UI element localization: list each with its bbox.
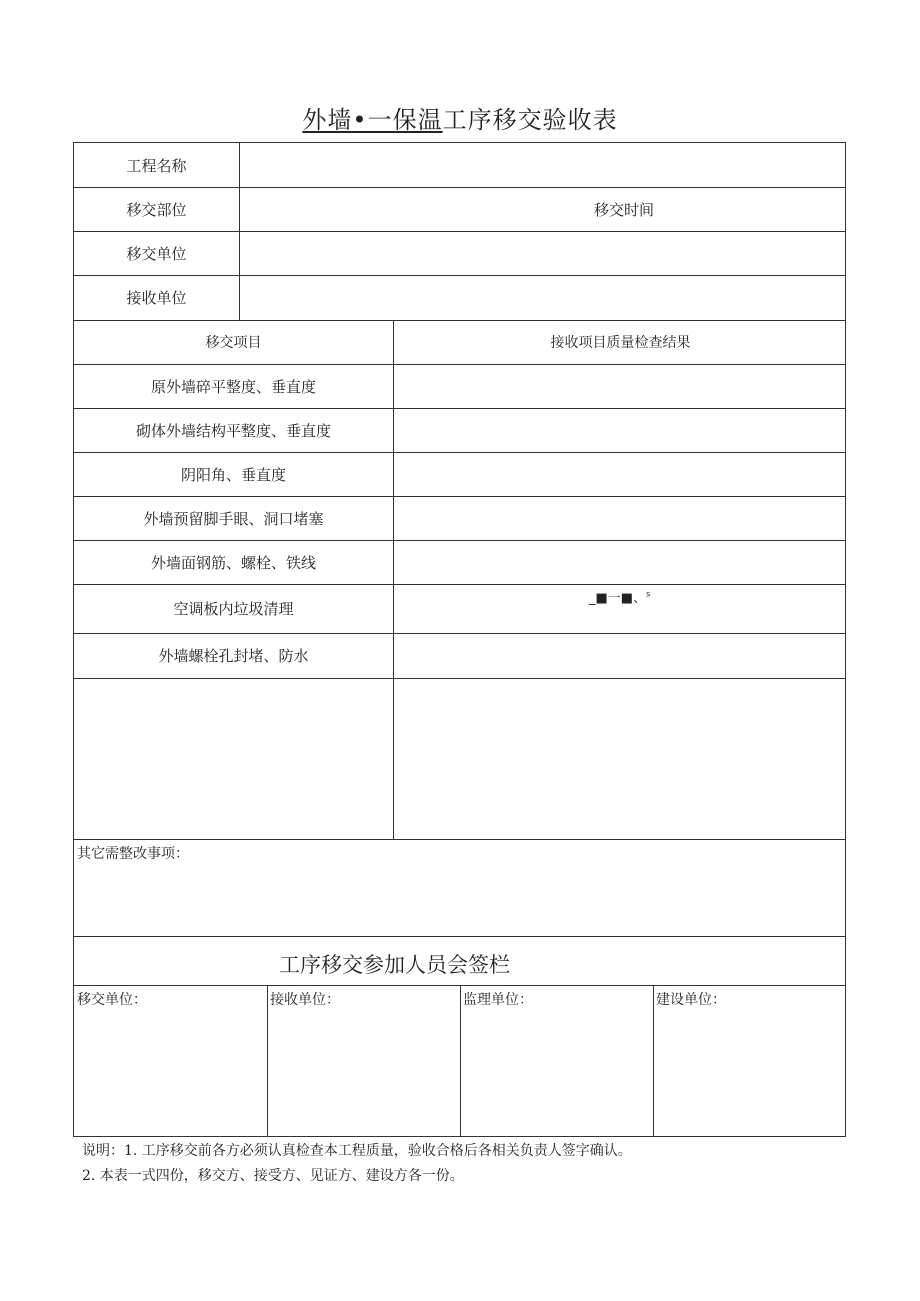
col-divider <box>393 320 394 839</box>
document-title <box>0 100 920 135</box>
signoff-construction-unit: 建设单位： <box>656 992 726 1008</box>
handover-time-label: 移交时间 <box>593 200 654 219</box>
form-table <box>73 142 846 1137</box>
check-item: 外墙面钢筋、螺栓、铁线 <box>150 553 316 572</box>
check-item: 原外墙碎平整度、垂直度 <box>150 377 316 396</box>
check-item: 阴阳角、垂直度 <box>180 465 286 484</box>
scan-mark-sup: s <box>646 589 651 599</box>
col-divider <box>653 985 654 1137</box>
handover-part-label: 移交部位 <box>126 200 187 219</box>
check-item: 外墙预留脚手眼、洞口堵塞 <box>143 509 324 528</box>
row-divider <box>74 678 845 679</box>
handover-unit-label: 移交单位 <box>126 244 187 263</box>
check-item: 空调板内垃圾清理 <box>173 600 294 618</box>
signoff-receiving-unit: 接收单位： <box>270 992 340 1008</box>
signoff-title: 工序移交参加人员会签栏 <box>279 953 510 977</box>
col-divider <box>267 985 268 1137</box>
row-divider <box>74 839 845 840</box>
scan-mark <box>589 587 650 606</box>
col-divider <box>239 143 240 320</box>
col-divider <box>460 985 461 1137</box>
check-item: 外墙螺栓孔封堵、防水 <box>158 647 309 665</box>
check-item: 砌体外墙结构平整度、垂直度 <box>135 421 331 440</box>
row-divider <box>74 936 845 937</box>
project-name-label: 工程名称 <box>126 156 187 175</box>
signoff-supervision-unit: 监理单位： <box>463 992 533 1008</box>
col-header-result: 接收项目质量检查结果 <box>550 335 691 351</box>
scan-mark-text: _■一■、 <box>589 591 647 606</box>
note-line-1: 说明：1. 工序移交前各方必须认真检查本工程质量，验收合格后各相关负责人签字确认。 <box>82 1143 632 1159</box>
title-underlined: 外墙•一保温 <box>302 106 443 134</box>
note-line-2: 2. 本表一式四份，移交方、接受方、见证方、建设方各一份。 <box>82 1168 464 1184</box>
other-rectification-label: 其它需整改事项： <box>77 846 189 862</box>
col-header-item: 移交项目 <box>205 335 262 351</box>
receiving-unit-label: 接收单位 <box>126 289 187 307</box>
title-rest: 工序移交验收表 <box>442 106 618 134</box>
signoff-handover-unit: 移交单位： <box>77 992 147 1008</box>
